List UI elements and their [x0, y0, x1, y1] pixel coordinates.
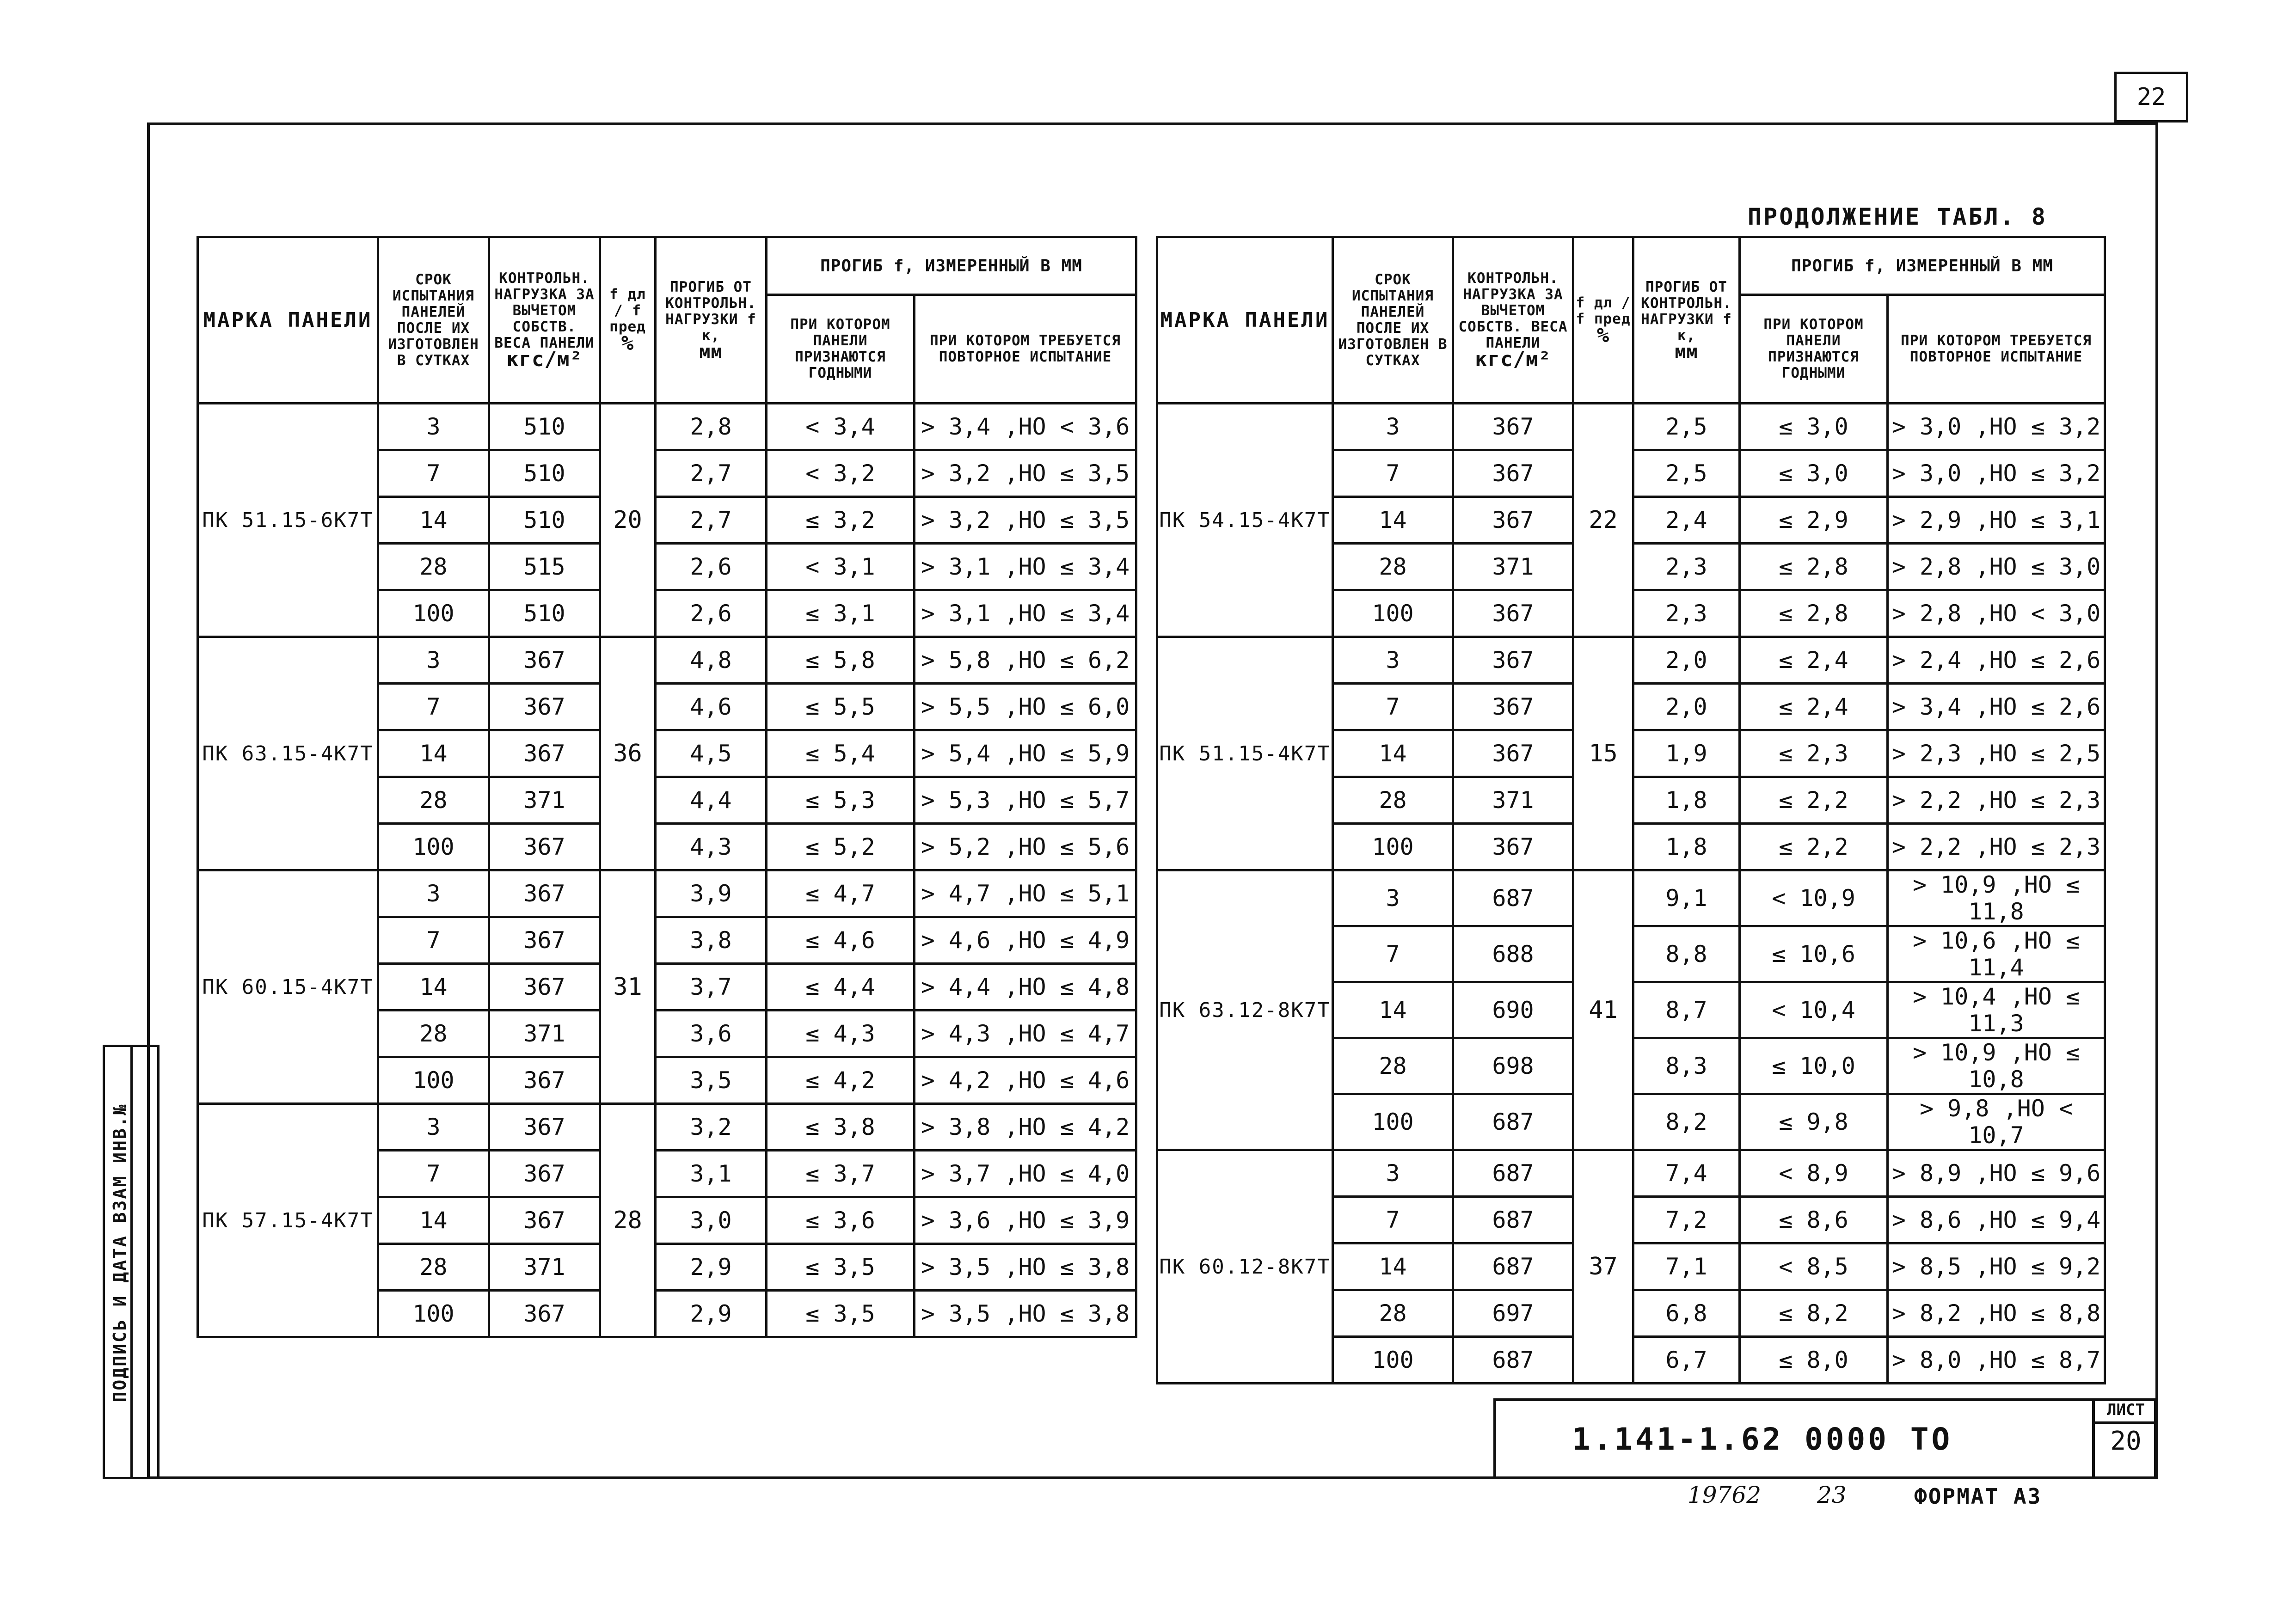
- deflection-cell: 2,7: [656, 450, 767, 497]
- accepted-header: ПРИ КОТОРОМ ПАНЕЛИ ПРИЗНАЮТСЯ ГОДНЫМИ: [767, 295, 915, 404]
- accepted-cell: ≤ 3,5: [767, 1244, 915, 1291]
- accepted-cell: ≤ 3,0: [1740, 450, 1888, 497]
- retest-cell: > 2,9 ,НО ≤ 3,1: [1888, 497, 2105, 544]
- accepted-cell: ≤ 2,3: [1740, 730, 1888, 777]
- load-cell: 367: [489, 1151, 600, 1197]
- retest-cell: > 10,4 ,НО ≤ 11,3: [1888, 982, 2105, 1038]
- ratio-cell: 41: [1573, 870, 1633, 1150]
- accepted-cell: ≤ 2,2: [1740, 777, 1888, 824]
- ratio-cell: 15: [1573, 637, 1633, 870]
- retest-cell: > 2,8 ,НО < 3,0: [1888, 590, 2105, 637]
- retest-cell: > 5,3 ,НО ≤ 5,7: [915, 777, 1136, 824]
- accepted-cell: ≤ 5,2: [767, 824, 915, 870]
- retest-cell: > 4,2 ,НО ≤ 4,6: [915, 1057, 1136, 1104]
- panel-mark-cell: ПК 57.15-4К7Т: [198, 1104, 378, 1337]
- deflection-cell: 2,4: [1633, 497, 1740, 544]
- retest-cell: > 4,7 ,НО ≤ 5,1: [915, 870, 1136, 917]
- accepted-cell: < 8,9: [1740, 1150, 1888, 1197]
- deflection-cell: 9,1: [1633, 870, 1740, 926]
- accepted-cell: ≤ 8,2: [1740, 1290, 1888, 1337]
- accepted-cell: ≤ 3,7: [767, 1151, 915, 1197]
- deflection-cell: 7,1: [1633, 1243, 1740, 1290]
- ratio-cell: 37: [1573, 1150, 1633, 1384]
- term-cell: 7: [378, 684, 489, 730]
- load-cell: 515: [489, 544, 600, 590]
- table-row: [1157, 637, 2105, 684]
- retest-cell: > 3,2 ,НО ≤ 3,5: [915, 450, 1136, 497]
- deflection-cell: 3,2: [656, 1104, 767, 1151]
- deflection-cell: 2,3: [1633, 590, 1740, 637]
- deflection-cell: 4,5: [656, 730, 767, 777]
- load-cell: 687: [1453, 1243, 1573, 1290]
- retest-cell: > 10,9 ,НО ≤ 10,8: [1888, 1038, 2105, 1094]
- retest-cell: > 8,2 ,НО ≤ 8,8: [1888, 1290, 2105, 1337]
- accepted-cell: ≤ 2,4: [1740, 637, 1888, 684]
- accepted-cell: < 10,9: [1740, 870, 1888, 926]
- term-cell: 14: [378, 964, 489, 1011]
- retest-cell: > 2,2 ,НО ≤ 2,3: [1888, 824, 2105, 870]
- format-label: ФОРМАТ А3: [1914, 1484, 2042, 1509]
- load-cell: 687: [1453, 870, 1573, 926]
- inventory-extra: 23: [1817, 1482, 1847, 1508]
- term-cell: 7: [1333, 926, 1453, 982]
- term-cell: 7: [378, 1151, 489, 1197]
- deflection-cell: 2,6: [656, 544, 767, 590]
- accepted-cell: ≤ 2,4: [1740, 684, 1888, 730]
- retest-cell: > 4,3 ,НО ≤ 4,7: [915, 1011, 1136, 1057]
- term-cell: 14: [1333, 1243, 1453, 1290]
- accepted-cell: < 10,4: [1740, 982, 1888, 1038]
- load-cell: 367: [489, 684, 600, 730]
- deflection-cell: 2,9: [656, 1291, 767, 1337]
- table-row: [198, 404, 1136, 450]
- load-cell: 367: [489, 870, 600, 917]
- accepted-cell: < 8,5: [1740, 1243, 1888, 1290]
- accepted-cell: ≤ 5,8: [767, 637, 915, 684]
- retest-header: ПРИ КОТОРОМ ТРЕБУЕТСЯ ПОВТОРНОЕ ИСПЫТАНИЕ: [915, 295, 1136, 404]
- accepted-cell: ≤ 4,7: [767, 870, 915, 917]
- load-cell: 367: [489, 730, 600, 777]
- retest-cell: > 3,4 ,НО < 3,6: [915, 404, 1136, 450]
- deflection-cell: 8,8: [1633, 926, 1740, 982]
- term-header: СРОК ИСПЫТАНИЯ ПАНЕЛЕЙ ПОСЛЕ ИХ ИЗГОТОВЛЕН В СУТКАХ: [378, 237, 489, 404]
- load-cell: 687: [1453, 1337, 1573, 1384]
- deflection-cell: 2,7: [656, 497, 767, 544]
- load-cell: 510: [489, 590, 600, 637]
- retest-cell: > 3,7 ,НО ≤ 4,0: [915, 1151, 1136, 1197]
- retest-cell: > 10,9 ,НО ≤ 11,8: [1888, 870, 2105, 926]
- accepted-cell: ≤ 2,8: [1740, 590, 1888, 637]
- deflection-cell: 3,9: [656, 870, 767, 917]
- term-cell: 100: [1333, 824, 1453, 870]
- load-cell: 367: [1453, 404, 1573, 450]
- load-cell: 367: [1453, 824, 1573, 870]
- deflection-cell: 2,0: [1633, 637, 1740, 684]
- term-cell: 28: [1333, 777, 1453, 824]
- table-row: [1157, 870, 2105, 926]
- retest-cell: > 5,2 ,НО ≤ 5,6: [915, 824, 1136, 870]
- load-cell: 371: [1453, 544, 1573, 590]
- ratio-cell: 36: [600, 637, 656, 870]
- document-code: 1.141-1.62 0000 ТО: [1572, 1421, 1953, 1457]
- term-cell: 100: [378, 1057, 489, 1104]
- table-row: [198, 637, 1136, 684]
- term-cell: 100: [378, 824, 489, 870]
- load-cell: 367: [489, 1104, 600, 1151]
- side-strip-label: ПОДПИСЬ И ДАТА ВЗАМ ИНВ.№: [110, 1103, 130, 1403]
- ratio-header: f дл / f пред %: [1573, 237, 1633, 404]
- retest-cell: > 5,8 ,НО ≤ 6,2: [915, 637, 1136, 684]
- retest-cell: > 4,4 ,НО ≤ 4,8: [915, 964, 1136, 1011]
- term-cell: 3: [1333, 404, 1453, 450]
- load-cell: 371: [489, 1244, 600, 1291]
- retest-cell: > 8,0 ,НО ≤ 8,7: [1888, 1337, 2105, 1384]
- deflection-cell: 4,3: [656, 824, 767, 870]
- term-cell: 28: [1333, 544, 1453, 590]
- panel-mark-cell: ПК 60.15-4К7Т: [198, 870, 378, 1104]
- term-cell: 100: [378, 1291, 489, 1337]
- retest-cell: > 2,3 ,НО ≤ 2,5: [1888, 730, 2105, 777]
- deflection-cell: 8,2: [1633, 1094, 1740, 1150]
- accepted-cell: < 3,4: [767, 404, 915, 450]
- accepted-cell: ≤ 9,8: [1740, 1094, 1888, 1150]
- term-cell: 14: [378, 1197, 489, 1244]
- deflection-cell: 2,5: [1633, 404, 1740, 450]
- accepted-cell: ≤ 8,0: [1740, 1337, 1888, 1384]
- ratio-cell: 28: [600, 1104, 656, 1337]
- accepted-cell: ≤ 3,1: [767, 590, 915, 637]
- deflection-cell: 4,4: [656, 777, 767, 824]
- retest-cell: > 8,9 ,НО ≤ 9,6: [1888, 1150, 2105, 1197]
- term-cell: 3: [1333, 870, 1453, 926]
- accepted-cell: < 3,1: [767, 544, 915, 590]
- sheet-label: ЛИСТ: [2095, 1398, 2157, 1424]
- deflection-cell: 3,5: [656, 1057, 767, 1104]
- load-cell: 367: [1453, 637, 1573, 684]
- retest-cell: > 8,5 ,НО ≤ 9,2: [1888, 1243, 2105, 1290]
- deflection-cell: 8,7: [1633, 982, 1740, 1038]
- ratio-cell: 31: [600, 870, 656, 1104]
- left-table-body: [198, 404, 1136, 1337]
- term-cell: 7: [1333, 450, 1453, 497]
- retest-cell: > 2,8 ,НО ≤ 3,0: [1888, 544, 2105, 590]
- table-row: [1157, 404, 2105, 450]
- term-cell: 7: [1333, 1197, 1453, 1243]
- load-cell: 687: [1453, 1197, 1573, 1243]
- load-cell: 687: [1453, 1094, 1573, 1150]
- retest-cell: > 3,6 ,НО ≤ 3,9: [915, 1197, 1136, 1244]
- retest-cell: > 3,1 ,НО ≤ 3,4: [915, 590, 1136, 637]
- sheet-number: 20: [2110, 1426, 2142, 1456]
- deflection-cell: 1,9: [1633, 730, 1740, 777]
- deflection-cell: 3,0: [656, 1197, 767, 1244]
- term-cell: 14: [378, 497, 489, 544]
- load-cell: 510: [489, 450, 600, 497]
- deflection-cell: 7,2: [1633, 1197, 1740, 1243]
- deflection-cell: 2,6: [656, 590, 767, 637]
- retest-cell: > 5,5 ,НО ≤ 6,0: [915, 684, 1136, 730]
- retest-cell: > 3,2 ,НО ≤ 3,5: [915, 497, 1136, 544]
- term-cell: 100: [1333, 1337, 1453, 1384]
- term-cell: 100: [1333, 590, 1453, 637]
- retest-header: ПРИ КОТОРОМ ТРЕБУЕТСЯ ПОВТОРНОЕ ИСПЫТАНИЕ: [1888, 295, 2105, 404]
- term-cell: 3: [1333, 1150, 1453, 1197]
- term-cell: 14: [1333, 982, 1453, 1038]
- deflection-cell: 7,4: [1633, 1150, 1740, 1197]
- load-cell: 371: [489, 777, 600, 824]
- term-cell: 3: [378, 404, 489, 450]
- load-cell: 367: [1453, 590, 1573, 637]
- load-cell: 367: [1453, 450, 1573, 497]
- right-table-body: [1157, 404, 2105, 1384]
- deflection-header: ПРОГИБ ОТ КОНТРОЛЬН. НАГРУЗКИ f к, мм: [656, 237, 767, 404]
- load-cell: 371: [1453, 777, 1573, 824]
- inventory-number: 19762: [1688, 1482, 1762, 1508]
- table-row: [198, 1104, 1136, 1151]
- retest-cell: > 3,5 ,НО ≤ 3,8: [915, 1244, 1136, 1291]
- term-header: СРОК ИСПЫТАНИЯ ПАНЕЛЕЙ ПОСЛЕ ИХ ИЗГОТОВЛЕН В СУТКАХ: [1333, 237, 1453, 404]
- mark-header: МАРКА ПАНЕЛИ: [1157, 237, 1333, 404]
- deflection-cell: 4,8: [656, 637, 767, 684]
- ratio-header: f дл / f пред %: [600, 237, 656, 404]
- load-cell: 371: [489, 1011, 600, 1057]
- sheet-number-block: [2092, 1398, 2157, 1479]
- deflection-cell: 4,6: [656, 684, 767, 730]
- deflection-header: ПРОГИБ ОТ КОНТРОЛЬН. НАГРУЗКИ f к, мм: [1633, 237, 1740, 404]
- term-cell: 7: [378, 917, 489, 964]
- deflection-cell: 1,8: [1633, 777, 1740, 824]
- term-cell: 28: [378, 544, 489, 590]
- load-header: КОНТРОЛЬН. НАГРУЗКА ЗА ВЫЧЕТОМ СОБСТВ. ВЕСА ПАНЕЛИ кгс/м²: [489, 237, 600, 404]
- ratio-cell: 22: [1573, 404, 1633, 637]
- term-cell: 100: [1333, 1094, 1453, 1150]
- table-caption: ПРОДОЛЖЕНИЕ ТАБЛ. 8: [1748, 203, 2047, 230]
- term-cell: 28: [1333, 1038, 1453, 1094]
- accepted-cell: ≤ 2,9: [1740, 497, 1888, 544]
- side-approval-strip: [103, 1045, 160, 1479]
- panel-mark-cell: ПК 60.12-8К7Т: [1157, 1150, 1333, 1384]
- table-row: [1157, 1150, 2105, 1197]
- deflection-cell: 6,7: [1633, 1337, 1740, 1384]
- deflection-cell: 3,8: [656, 917, 767, 964]
- retest-cell: > 8,6 ,НО ≤ 9,4: [1888, 1197, 2105, 1243]
- load-cell: 367: [489, 824, 600, 870]
- term-cell: 7: [378, 450, 489, 497]
- term-cell: 14: [1333, 497, 1453, 544]
- term-cell: 28: [378, 1244, 489, 1291]
- deflection-cell: 8,3: [1633, 1038, 1740, 1094]
- load-cell: 687: [1453, 1150, 1573, 1197]
- table-row: [198, 870, 1136, 917]
- term-cell: 28: [378, 1011, 489, 1057]
- panel-mark-cell: ПК 54.15-4К7Т: [1157, 404, 1333, 637]
- retest-cell: > 4,6 ,НО ≤ 4,9: [915, 917, 1136, 964]
- load-cell: 367: [1453, 684, 1573, 730]
- accepted-cell: ≤ 3,6: [767, 1197, 915, 1244]
- load-cell: 510: [489, 497, 600, 544]
- term-cell: 28: [378, 777, 489, 824]
- load-cell: 690: [1453, 982, 1573, 1038]
- term-cell: 28: [1333, 1290, 1453, 1337]
- load-cell: 688: [1453, 926, 1573, 982]
- accepted-cell: ≤ 3,2: [767, 497, 915, 544]
- term-cell: 3: [378, 637, 489, 684]
- deflection-cell: 2,9: [656, 1244, 767, 1291]
- term-cell: 100: [378, 590, 489, 637]
- load-cell: 367: [489, 964, 600, 1011]
- right-deflection-table: [1156, 236, 2106, 1384]
- deflection-cell: 3,7: [656, 964, 767, 1011]
- load-header: КОНТРОЛЬН. НАГРУЗКА ЗА ВЫЧЕТОМ СОБСТВ. ВЕСА ПАНЕЛИ кгс/м²: [1453, 237, 1573, 404]
- accepted-cell: ≤ 4,3: [767, 1011, 915, 1057]
- accepted-cell: ≤ 2,8: [1740, 544, 1888, 590]
- retest-cell: > 2,4 ,НО ≤ 2,6: [1888, 637, 2105, 684]
- accepted-cell: ≤ 10,6: [1740, 926, 1888, 982]
- term-cell: 3: [1333, 637, 1453, 684]
- retest-cell: > 2,2 ,НО ≤ 2,3: [1888, 777, 2105, 824]
- term-cell: 3: [378, 1104, 489, 1151]
- panel-mark-cell: ПК 51.15-6К7Т: [198, 404, 378, 637]
- term-cell: 3: [378, 870, 489, 917]
- retest-cell: > 9,8 ,НО < 10,7: [1888, 1094, 2105, 1150]
- accepted-cell: ≤ 3,8: [767, 1104, 915, 1151]
- accepted-header: ПРИ КОТОРОМ ПАНЕЛИ ПРИЗНАЮТСЯ ГОДНЫМИ: [1740, 295, 1888, 404]
- accepted-cell: ≤ 5,4: [767, 730, 915, 777]
- load-cell: 697: [1453, 1290, 1573, 1337]
- load-cell: 698: [1453, 1038, 1573, 1094]
- deflection-cell: 3,1: [656, 1151, 767, 1197]
- deflection-cell: 6,8: [1633, 1290, 1740, 1337]
- load-cell: 367: [1453, 497, 1573, 544]
- term-cell: 14: [378, 730, 489, 777]
- load-cell: 367: [489, 1057, 600, 1104]
- top-sheet-number: 22: [2114, 72, 2188, 122]
- load-cell: 510: [489, 404, 600, 450]
- accepted-cell: ≤ 4,4: [767, 964, 915, 1011]
- panel-mark-cell: ПК 51.15-4К7Т: [1157, 637, 1333, 870]
- deflection-cell: 2,3: [1633, 544, 1740, 590]
- left-deflection-table: [196, 236, 1137, 1338]
- accepted-cell: ≤ 3,5: [767, 1291, 915, 1337]
- accepted-cell: ≤ 10,0: [1740, 1038, 1888, 1094]
- retest-cell: > 3,0 ,НО ≤ 3,2: [1888, 404, 2105, 450]
- accepted-cell: ≤ 4,6: [767, 917, 915, 964]
- retest-cell: > 3,5 ,НО ≤ 3,8: [915, 1291, 1136, 1337]
- load-cell: 367: [489, 637, 600, 684]
- retest-cell: > 3,1 ,НО ≤ 3,4: [915, 544, 1136, 590]
- retest-cell: > 3,0 ,НО ≤ 3,2: [1888, 450, 2105, 497]
- retest-cell: > 3,8 ,НО ≤ 4,2: [915, 1104, 1136, 1151]
- accepted-cell: ≤ 3,0: [1740, 404, 1888, 450]
- term-cell: 14: [1333, 730, 1453, 777]
- retest-cell: > 3,4 ,НО ≤ 2,6: [1888, 684, 2105, 730]
- retest-cell: > 5,4 ,НО ≤ 5,9: [915, 730, 1136, 777]
- ratio-cell: 20: [600, 404, 656, 637]
- accepted-cell: ≤ 8,6: [1740, 1197, 1888, 1243]
- measured-header: ПРОГИБ f, ИЗМЕРЕННЫЙ В ММ: [767, 237, 1136, 295]
- retest-cell: > 10,6 ,НО ≤ 11,4: [1888, 926, 2105, 982]
- accepted-cell: ≤ 5,3: [767, 777, 915, 824]
- panel-mark-cell: ПК 63.12-8К7Т: [1157, 870, 1333, 1150]
- accepted-cell: ≤ 5,5: [767, 684, 915, 730]
- term-cell: 7: [1333, 684, 1453, 730]
- load-cell: 367: [489, 1291, 600, 1337]
- deflection-cell: 2,8: [656, 404, 767, 450]
- accepted-cell: ≤ 2,2: [1740, 824, 1888, 870]
- panel-mark-cell: ПК 63.15-4К7Т: [198, 637, 378, 870]
- load-cell: 367: [489, 917, 600, 964]
- accepted-cell: ≤ 4,2: [767, 1057, 915, 1104]
- mark-header: МАРКА ПАНЕЛИ: [198, 237, 378, 404]
- load-cell: 367: [489, 1197, 600, 1244]
- deflection-cell: 2,5: [1633, 450, 1740, 497]
- measured-header: ПРОГИБ f, ИЗМЕРЕННЫЙ В ММ: [1740, 237, 2105, 295]
- load-cell: 367: [1453, 730, 1573, 777]
- accepted-cell: < 3,2: [767, 450, 915, 497]
- deflection-cell: 2,0: [1633, 684, 1740, 730]
- deflection-cell: 1,8: [1633, 824, 1740, 870]
- deflection-cell: 3,6: [656, 1011, 767, 1057]
